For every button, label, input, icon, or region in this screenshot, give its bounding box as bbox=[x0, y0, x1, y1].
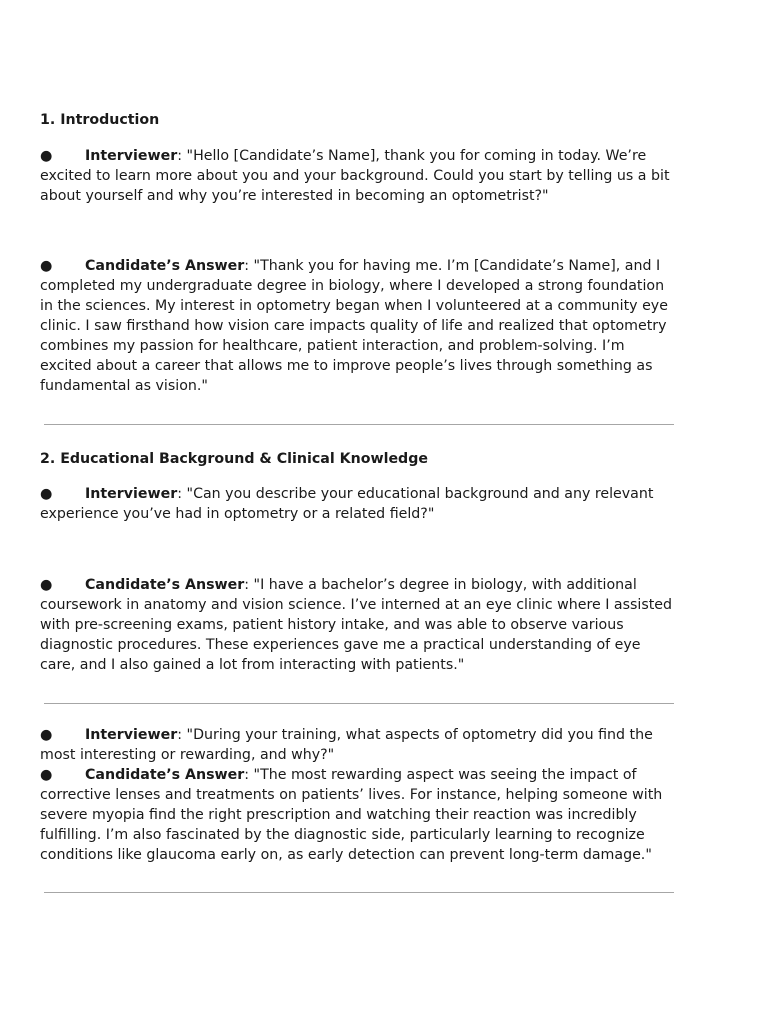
bullet-icon: ● bbox=[40, 727, 53, 743]
dialogue-text: : "During your training, what aspects of optometry did you find the most interesting or rewarding, and why?" bbox=[40, 727, 653, 763]
horizontal-divider bbox=[44, 892, 674, 893]
speaker-label: Interviewer bbox=[85, 727, 178, 743]
interviewer-question-3 bbox=[40, 725, 676, 765]
dialogue-text: : "I have a bachelor’s degree in biology, with additional coursework in anatomy and vision science. I’ve interned at an eye clinic where I assisted with pre-screening exams, patient history intake, and was able to observe various diagnostic procedures. These experiences gave me a practical understanding of eye care, and I also gained a lot from interacting with patients." bbox=[40, 577, 673, 673]
speaker-label: Interviewer bbox=[85, 486, 178, 502]
dialogue-text: : "Thank you for having me. I’m [Candidate’s Name], and I completed my undergraduate degree in biology, where I developed a strong foundation in the sciences. My interest in optometry began when I volunteered at a community eye clinic. I saw firsthand how vision care impacts quality of life and realized that optometry combines my passion for healthcare, patient interaction, and problem-solving. I’m excited about a career that allows me to improve people’s lives through something as fundamental as vision." bbox=[40, 258, 668, 394]
section-heading-education: 2. Educational Background & Clinical Knowledge bbox=[40, 451, 428, 467]
interviewer-question-2 bbox=[40, 484, 676, 524]
candidate-answer-3 bbox=[40, 765, 676, 865]
speaker-label: Candidate’s Answer bbox=[85, 577, 245, 593]
dialogue-text: : "Hello [Candidate’s Name], thank you for coming in today. We’re excited to learn more about you and your background. Could you start by telling us a bit about yourself and why you’re interested in becoming an optometrist?" bbox=[40, 148, 670, 204]
dialogue-text: : "Can you describe your educational background and any relevant experience you’ve had in optometry or a related field?" bbox=[40, 486, 654, 522]
bullet-icon: ● bbox=[40, 486, 53, 502]
horizontal-divider bbox=[44, 703, 674, 704]
candidate-answer-1 bbox=[40, 256, 676, 396]
speaker-label: Candidate’s Answer bbox=[85, 258, 245, 274]
section-heading-introduction: 1. Introduction bbox=[40, 112, 160, 128]
speaker-label: Candidate’s Answer bbox=[85, 767, 245, 783]
bullet-icon: ● bbox=[40, 577, 53, 593]
interviewer-question-1 bbox=[40, 146, 676, 206]
candidate-answer-2 bbox=[40, 575, 676, 675]
bullet-icon: ● bbox=[40, 767, 53, 783]
dialogue-text: : "The most rewarding aspect was seeing the impact of corrective lenses and treatments on patients’ lives. For instance, helping someone with severe myopia find the right prescription and watching their reaction was incredibly fulfilling. I’m also fascinated by the diagnostic side, particularly learning to recognize conditions like glaucoma early on, as early detection can prevent long-term damage." bbox=[40, 767, 663, 863]
speaker-label: Interviewer bbox=[85, 148, 178, 164]
bullet-icon: ● bbox=[40, 148, 53, 164]
bullet-icon: ● bbox=[40, 258, 53, 274]
horizontal-divider bbox=[44, 424, 674, 425]
